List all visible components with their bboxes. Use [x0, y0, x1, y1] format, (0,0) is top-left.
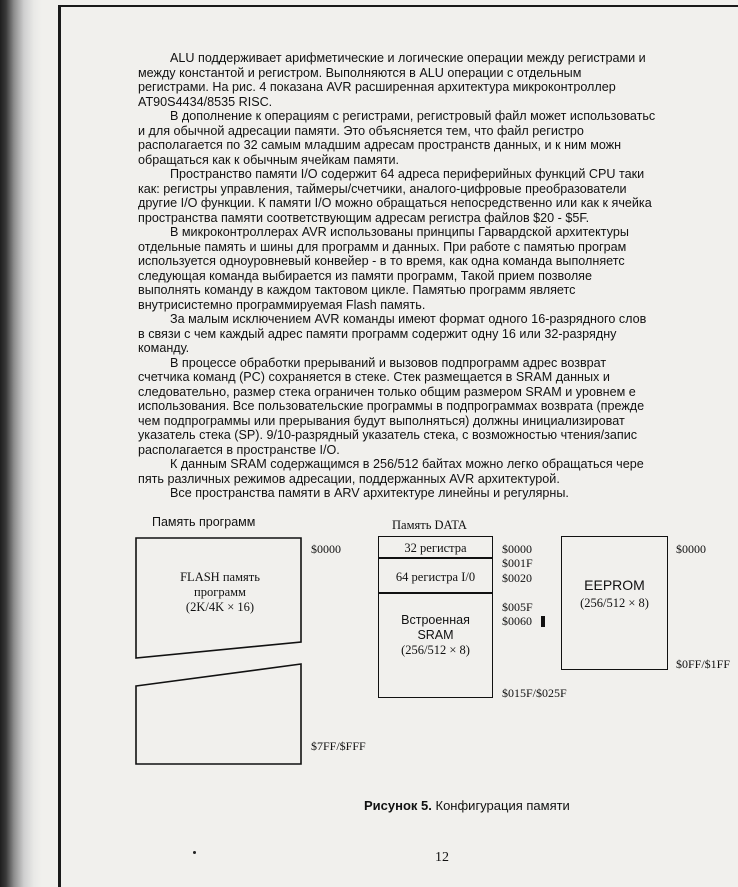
- data-addr-end: $015F/$025F: [502, 686, 567, 700]
- pointer-mark-icon: [541, 616, 545, 627]
- data-addr: $001F: [502, 556, 533, 570]
- paragraph: К данным SRAM содержащимся в 256/512 байтах можно легко обращаться чере пять различных режимов адресации, поддержанных AVR архитектурой.: [138, 457, 644, 486]
- data-memory-title: Память DATA: [392, 518, 467, 532]
- data-addr: $0020: [502, 571, 532, 585]
- page-number: 12: [435, 850, 449, 865]
- io64-label: 64 регистра I/0: [395, 570, 476, 584]
- paragraph: В дополнение к операциям с регистрами, регистровый файл может использоватьс и для обычной адресации памяти. Это объясняется тем, что файл регистро располагается по 32 самым младшим адресам пространств данных, и к ним можн обращаться как к обычным ячейкам памяти.: [138, 109, 656, 167]
- program-memory-title: Память программ: [152, 515, 256, 529]
- paragraph: За малым исключением AVR команды имеют формат одного 16-разрядного слов в связи с чем каждый адрес памяти программ содержит одну 16 или 32-разрядну команду.: [138, 312, 647, 355]
- data-addr: $0060: [502, 614, 532, 628]
- paragraph: Пространство памяти I/O содержит 64 адреса периферийных функций CPU таки как: регистры управления, таймеры/счетчики, аналого-цифровые преобразователи другие I/O функции. К памяти I/O можно обращаться непосредственно или как к ячейка пространства памяти соответствующим адресам регистра файлов $20 - $5F.: [138, 167, 652, 225]
- data-addr: $0000: [502, 542, 532, 556]
- regs32-label: 32 регистра: [404, 541, 467, 555]
- scan-speck: [193, 851, 196, 854]
- eeprom-addr-end: $0FF/$1FF: [676, 657, 731, 671]
- divider: [378, 592, 493, 594]
- paragraph: В микроконтроллерах AVR использованы принципы Гарвардской архитектуры отдельные память и шины для программ и данных. При работе с памятью програм используется одноуровневый конвейер - в то время, как одна команда выполняетс следующая команда выбирается из памяти программ, Такой прием позволяе выполнять команду в каждом тактовом цикле. Памятью программ являетс внутрисистемно программируемая Flash память.: [138, 225, 629, 312]
- program-addr-end: $7FF/$FFF: [311, 739, 366, 753]
- paragraph: В процессе обработки прерываний и вызовов подпрограмм адрес возврат счетчика команд (PC) сохраняется в стеке. Стек размещается в SRAM данных и следовательно, размер стека ограничен только общим размером SRAM и уровнем е использования. Все пользовательские программы в подпрограммах возврата (прежде чем подпрограммы или прерывания будут выполняться) должны инициализироват указатель стека (SP). 9/10-разрядный указатель стека, с возможностью чтения/запис располагается в пространстве I/O.: [138, 355, 645, 457]
- caption-label: Рисунок 5.: [364, 798, 432, 813]
- caption-text: Конфигурация памяти: [431, 798, 570, 813]
- flash-block-lower: [136, 664, 301, 764]
- eeprom-title: EEPROM: [584, 577, 645, 593]
- data-addr: $005F: [502, 600, 533, 614]
- program-addr-start: $0000: [311, 542, 341, 556]
- eeprom-addr-start: $0000: [676, 542, 706, 556]
- paragraph: Все пространства памяти в ARV архитектуре линейны и регулярны.: [170, 486, 569, 500]
- eeprom-size: (256/512 × 8): [580, 596, 649, 610]
- paragraph: ALU поддерживает арифметические и логические операции между регистрами и между константой и регистром. Выполняются в ALU операции с отдельным регистрами. На рис. 4 показана AVR расширенная архитектура микроконтроллер AT90S4434/8535 RISC.: [138, 51, 646, 109]
- divider: [378, 557, 493, 559]
- flash-label: FLASH память программ (2K/4K × 16): [180, 570, 260, 614]
- figure-caption: [364, 798, 570, 813]
- sram-label: Встроенная SRAM (256/512 × 8): [401, 613, 470, 657]
